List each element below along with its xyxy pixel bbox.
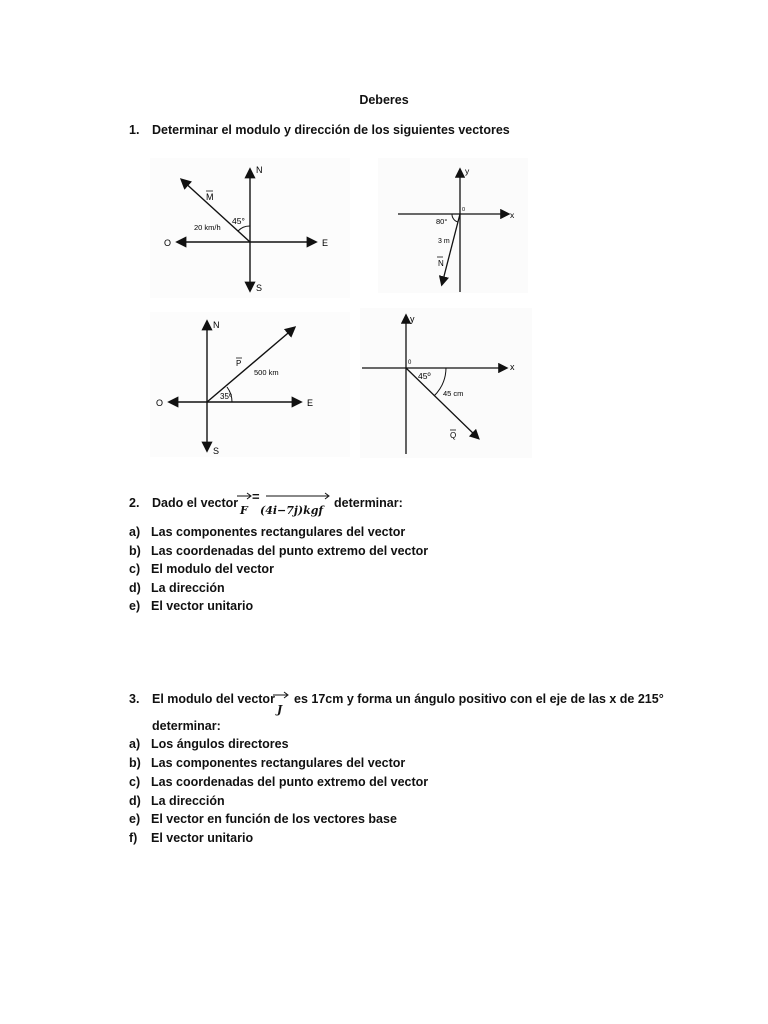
label-east: E <box>322 238 329 248</box>
q1-text: Determinar el modulo y dirección de los siguientes vectores <box>152 123 510 137</box>
vector-arrow-icon <box>271 688 291 702</box>
label-north: N <box>256 165 263 175</box>
q3-determinar: determinar: <box>152 719 221 733</box>
label-magnitude: 45 cm <box>443 389 464 398</box>
label-vector: N <box>438 259 444 268</box>
q2-item-c: c) El modulo del vector <box>129 562 274 576</box>
label-west: O <box>164 238 172 248</box>
q2-vector-name: F <box>240 504 248 517</box>
label-angle: 80° <box>436 217 448 226</box>
label-vector: P <box>236 359 242 368</box>
label-angle: 45° <box>232 216 245 226</box>
q3-text-after: es 17cm y forma un ángulo positivo con el eje de las x de 215° <box>294 692 664 706</box>
q3-item-f: f) El vector unitario <box>129 831 254 845</box>
figure-vector-m <box>150 158 350 298</box>
q2-text-after: determinar: <box>334 496 403 510</box>
figure-vector-p <box>150 312 350 457</box>
q2-formula <box>236 489 330 523</box>
page-title: Deberes <box>359 93 409 107</box>
label-y: y <box>410 314 415 324</box>
q1-number: 1. <box>129 123 140 137</box>
q2-equals: = <box>252 489 260 504</box>
label-east: E <box>307 398 314 408</box>
q3-item-a: a) Los ángulos directores <box>129 737 289 751</box>
q2-item-a: a) Las componentes rectangulares del vector <box>129 525 406 539</box>
q2-item-e: e) El vector unitario <box>129 599 254 613</box>
q3-text-before: El modulo del vector <box>152 692 275 706</box>
q3-vector-name: J <box>277 703 283 716</box>
label-angle: 45º <box>418 371 431 381</box>
label-magnitude: 3 m <box>438 238 450 245</box>
label-vector: Q <box>450 431 457 440</box>
q3-item-e: e) El vector en función de los vectores base <box>129 812 397 826</box>
label-origin: 0 <box>408 360 412 366</box>
q2-item-d: d) La dirección <box>129 581 225 595</box>
q2-text-before: Dado el vector <box>152 496 239 510</box>
q2-expression: (4i−7j)kgf <box>260 504 324 517</box>
label-vector: M <box>206 192 214 202</box>
label-north: N <box>213 320 220 330</box>
label-magnitude: 20 km/h <box>194 223 221 232</box>
label-south: S <box>256 283 263 293</box>
q3-item-b: b) Las componentes rectangulares del vector <box>129 756 406 770</box>
figure-vector-n <box>378 158 528 293</box>
label-magnitude: 500 km <box>254 368 279 377</box>
label-angle: 35º <box>220 392 232 401</box>
label-south: S <box>213 446 220 456</box>
q3-formula <box>271 688 291 720</box>
q2-item-b: b) Las coordenadas del punto extremo del vector <box>129 544 429 558</box>
label-origin: 0 <box>462 207 466 213</box>
q3-number: 3. <box>129 692 140 706</box>
q3-item-c: c) Las coordenadas del punto extremo del vector <box>129 775 429 789</box>
vector-arrow-icon <box>236 489 330 503</box>
figure-vector-q <box>360 308 532 458</box>
label-x: x <box>510 210 515 220</box>
q3-item-d: d) La dirección <box>129 794 225 808</box>
label-west: O <box>156 398 164 408</box>
label-y: y <box>465 166 470 176</box>
label-x: x <box>510 362 515 372</box>
q2-number: 2. <box>129 496 140 510</box>
